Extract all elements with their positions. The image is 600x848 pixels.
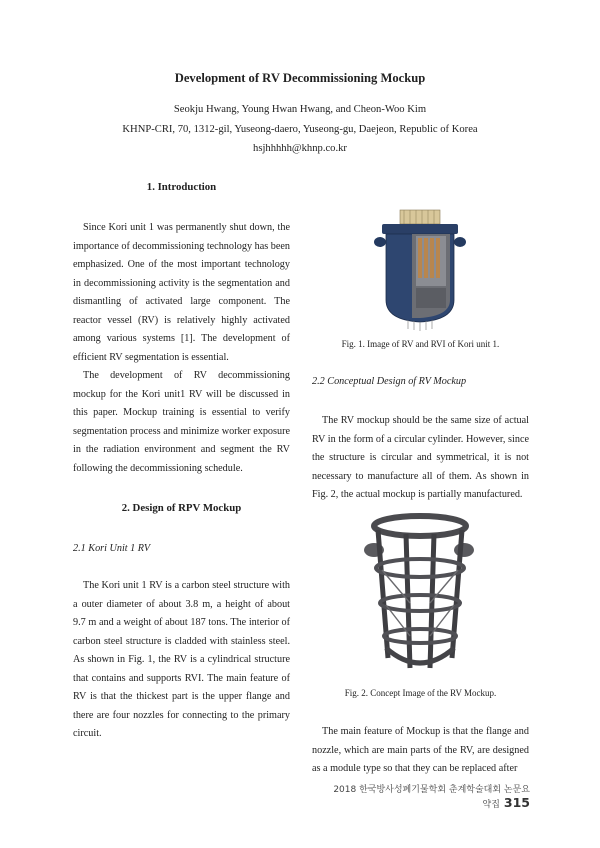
section-2-1-paragraph: The Kori unit 1 RV is a carbon steel structure with a outer diameter of about 3.8 m, a height of about 9.7 m and a weight of about 187 tons. The interior of carbon steel structure is cladded with stainless steel. As shown in Fig. 1, the RV is a cylindrical structure that contains and supports RVI. The main feature of RV is that the thickest part is the upper flange and there are four nozzles for connecting to the primary circuit.	[73, 580, 290, 739]
figure-2-mockup-concept-image	[358, 508, 482, 678]
affiliation: KHNP-CRI, 70, 1312-gil, Yuseong-daero, Yuseong-gu, Daejeon, Republic of Korea	[122, 124, 478, 135]
figure-2-caption: Fig. 2. Concept Image of the RV Mockup.	[344, 688, 497, 698]
section-2-2-paragraph-continued: The main feature of Mockup is that the flange and nozzle, which are main parts of the RV, are designed as a module type so that they can be replaced after	[312, 726, 529, 774]
section-2-2-paragraph: The RV mockup should be the same size of actual RV in the form of a circular cylinder. However, since the structure is circular and symmetrical, it is not necessary to manufacture all of them. As shown in Fig. 2, the actual mockup is partially manufactured.	[312, 415, 529, 500]
author-email: hsjhhhhh@khnp.co.kr	[253, 143, 347, 154]
section-heading-introduction: 1. Introduction	[146, 181, 217, 193]
intro-paragraph-2: The development of RV decommissioning mockup for the Kori unit1 RV will be discussed in this paper. Mockup training is essential to verify segmentation process and minimize worker exposure in the radiation environment and segment the RV following the decommissioning schedule.	[73, 370, 290, 474]
figure-1-rv-rvi-image	[370, 208, 470, 332]
paper-title: Development of RV Decommissioning Mockup	[174, 71, 426, 85]
section-heading-design: 2. Design of RPV Mockup	[121, 502, 242, 514]
page-number: 315	[503, 795, 530, 810]
figure-1-caption: Fig. 1. Image of RV and RVI of Kori unit 1.	[341, 339, 500, 349]
subsection-heading-2-2: 2.2 Conceptual Design of RV Mockup	[312, 376, 467, 387]
author-list: Seokju Hwang, Young Hwan Hwang, and Cheon-Woo Kim	[173, 104, 427, 115]
intro-paragraph-1: Since Kori unit 1 was permanently shut down, the importance of decommissioning technology has been emphasized. One of the most important technology in decommissioning activity is the segmentation and dismantling of activated large component. The reactor vessel (RV) is relatively highly activated among various systems [1]. The development of efficient RV segmentation is essential.	[73, 222, 290, 363]
page-footer	[330, 782, 530, 810]
conference-name: 2018 한국방사성폐기물학회 춘계학술대회 논문요약집	[333, 785, 530, 810]
subsection-heading-2-1: 2.1 Kori Unit 1 RV	[73, 543, 151, 554]
